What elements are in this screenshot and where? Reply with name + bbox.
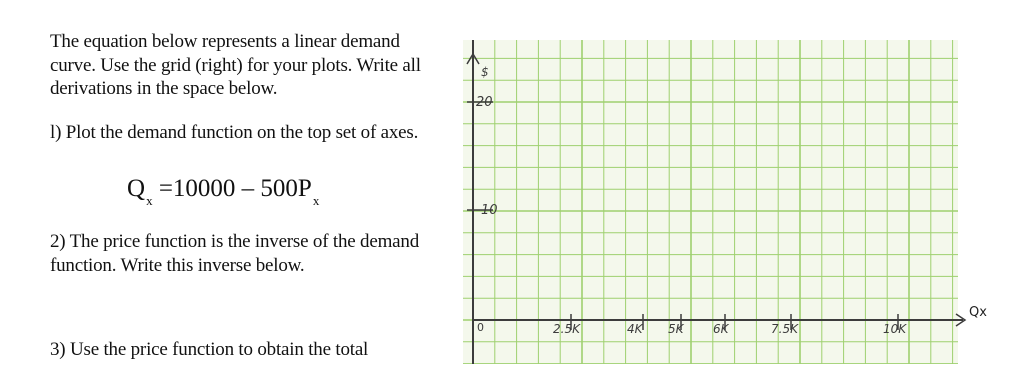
equation-rhs: =10000 – 500P — [158, 175, 312, 202]
x-label-6k: 6K — [713, 322, 729, 336]
question-2-text: 2) The price function is the inverse of the demand function. Write this inverse below. — [50, 231, 419, 276]
y-axis-symbol: $ — [481, 65, 489, 79]
y-label-20: 20 — [476, 95, 493, 110]
x-label-4k: 4K — [627, 322, 643, 336]
origin-label: 0 — [477, 321, 484, 334]
x-label-5k: 5K — [668, 322, 684, 336]
grid-background — [463, 40, 958, 364]
x-label-10k: 10K — [883, 322, 907, 336]
equation-p-subscript: x — [312, 193, 320, 208]
graph-paper — [463, 40, 993, 369]
equation-q-subscript: x — [146, 193, 153, 208]
demand-equation — [127, 175, 320, 208]
equation-q: Q — [127, 175, 146, 202]
y-label-10: 10 — [481, 203, 498, 218]
x-label-2-5k: 2.5K — [553, 322, 580, 336]
question-1-text: l) Plot the demand function on the top set of axes. — [50, 122, 419, 143]
x-axis-label: Qx — [969, 305, 987, 320]
grid-svg — [463, 40, 993, 364]
question-3-text: 3) Use the price function to obtain the total — [50, 339, 369, 360]
instructions-text: The equation below represents a linear demand curve. Use the grid (right) for your plots. Write all derivations in the space below. — [50, 31, 421, 99]
x-label-7-5k: 7.5K — [771, 322, 798, 336]
